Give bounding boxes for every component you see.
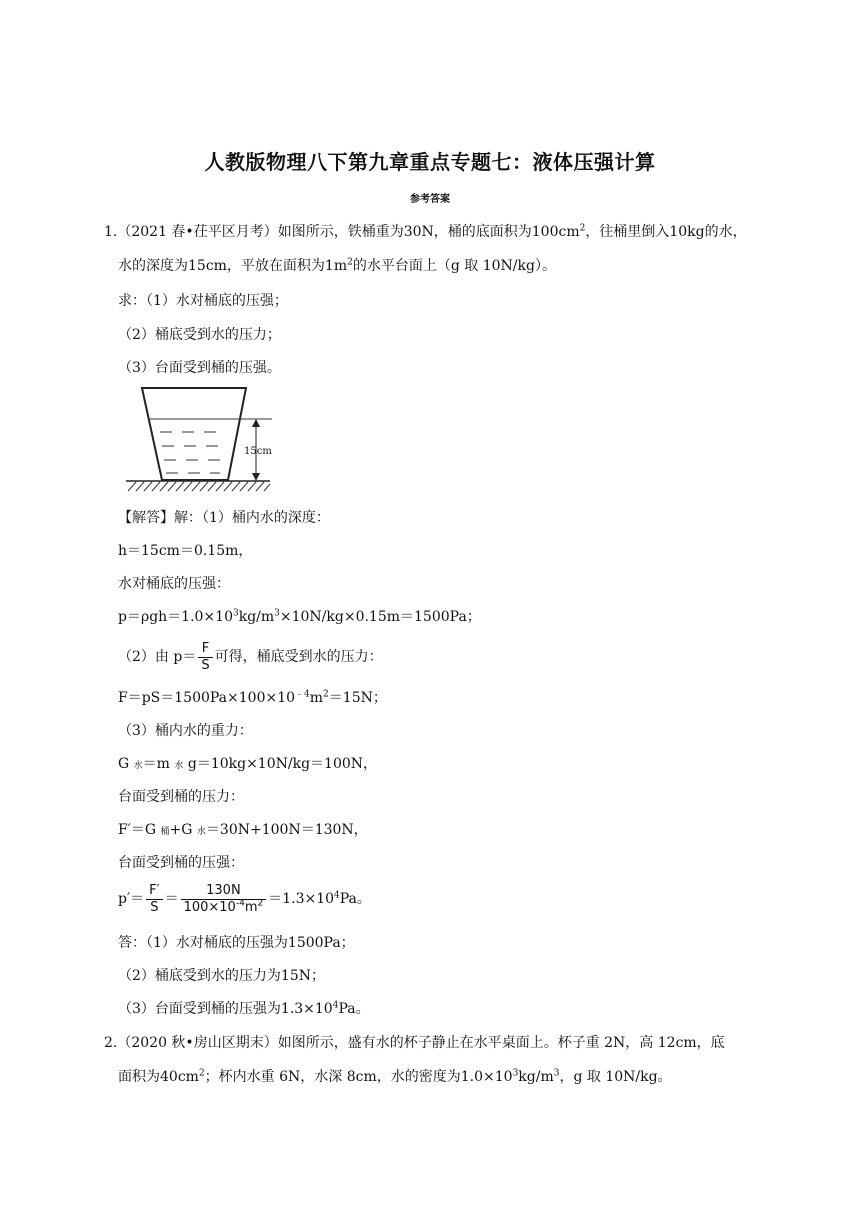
formula-text: F＝pS＝1500Pa×100×10 [118, 690, 296, 706]
fraction-fprime-over-s: $\frac{F'}{S}$ [146, 883, 162, 916]
q1-text: 的水平台面上（g 取 10N/kg）。 [352, 258, 556, 274]
superscript: 3 [512, 1068, 519, 1079]
subscript: 水 [174, 761, 184, 771]
solution-pressure-formula [118, 607, 481, 627]
subscript: 水 [196, 827, 206, 837]
formula-text: ＝1.3×10 [268, 891, 335, 907]
q2-text: ，g 取 10N/kg。 [559, 1069, 672, 1085]
solution-force-intro: 台面受到桶的压力： [118, 789, 244, 805]
q2-line-1: 2.（2020 秋•房山区期末）如图所示，盛有水的杯子静止在水平桌面上。杯子重 2N，高 12cm，底 [104, 1035, 725, 1051]
formula-text: g＝10kg×10N/kg＝100N， [183, 756, 378, 772]
superscript: 2 [198, 1068, 205, 1079]
page-subtitle: 参考答案 [410, 194, 450, 205]
bucket-figure [124, 384, 284, 496]
q2-text: ；杯内水重 6N，水深 8cm，水的密度为1.0×10 [204, 1069, 513, 1085]
formula-text: G [118, 756, 134, 772]
q1-text: ，往桶里倒入10kg的水， [585, 224, 747, 240]
q1-line-2 [118, 256, 556, 276]
formula-text: ＝ [164, 891, 179, 907]
page-title: 人教版物理八下第九章重点专题七：液体压强计算 [204, 150, 656, 174]
answer-text: （3）台面受到桶的压强为1.3×10 [118, 1001, 333, 1017]
q2-line-2 [118, 1067, 672, 1087]
fraction-130n: $\frac{130N}{100\times 10^{-4}m^2}$ [181, 883, 267, 916]
formula-text: ＝m [142, 756, 175, 772]
superscript: 3 [553, 1068, 560, 1079]
solution-force-formula [118, 688, 387, 708]
answer-1: 答：（1）水对桶底的压强为1500Pa； [118, 935, 355, 951]
q1-text: 水的深度为15cm，平放在面积为1m [118, 258, 348, 274]
formula-text: ＝15N； [328, 690, 387, 706]
answer-3 [118, 999, 370, 1019]
formula-text: p＝ρgh＝1.0×10 [118, 609, 233, 625]
solution-weight-formula [118, 754, 377, 776]
q1-ask-3: （3）台面受到桶的压强。 [118, 360, 281, 376]
q1-ask-2: （2）桶底受到水的压力； [118, 327, 281, 343]
superscript: 3 [232, 608, 239, 619]
solution-press-intro: 台面受到桶的压强： [118, 855, 244, 871]
formula-text: 可得，桶底受到水的压力： [214, 649, 383, 665]
answer-text: Pa。 [338, 1001, 370, 1017]
fraction-f-over-s: $\frac{F}{S}$ [198, 641, 212, 674]
answer-2: （2）桶底受到水的压力为15N； [118, 968, 325, 984]
solution-h: h＝15cm＝0.15m， [118, 543, 253, 559]
formula-text: ×10N/kg×0.15m＝1500Pa； [279, 609, 481, 625]
solution-pressure-intro: 水对桶底的压强： [118, 576, 230, 592]
q2-text: 面积为40cm [118, 1069, 199, 1085]
solution-total-force [118, 820, 368, 842]
formula-text: p′＝ [118, 891, 145, 907]
superscript: 3 [274, 608, 280, 619]
fraction-denominator: $100\times 10^{-4}m^2$ [183, 898, 264, 915]
formula-text: kg/m [238, 609, 275, 625]
formula-text: F′＝G [118, 822, 161, 838]
formula-text: +G [169, 822, 197, 838]
q1-ask-1: 求：（1）水对桶底的压强； [118, 293, 288, 309]
superscript: 2 [323, 689, 329, 700]
solution-final-pressure [118, 878, 371, 920]
formula-text: （2）由 p＝ [118, 649, 197, 665]
figure-depth-label: 15cm [244, 446, 272, 457]
superscript: 4 [334, 890, 340, 901]
formula-text: m [309, 690, 324, 706]
subscript: 桶 [160, 827, 170, 837]
formula-text: Pa。 [339, 891, 371, 907]
subscript: 水 [133, 761, 143, 771]
superscript: 2 [579, 223, 586, 234]
solution-title: 【解答】解：（1）桶内水的深度： [118, 510, 330, 526]
q1-line-1 [104, 222, 747, 242]
solution-part3-title: （3）桶内水的重力： [118, 723, 253, 739]
q1-text: 1.（2021 春•茌平区月考）如图所示，铁桶重为30N，桶的底面积为100cm [104, 224, 580, 240]
superscript: 4 [332, 1000, 339, 1011]
q2-text: kg/m [518, 1069, 554, 1085]
solution-part2 [118, 637, 383, 677]
superscript: ﹣4 [295, 689, 310, 700]
superscript: 2 [347, 257, 353, 268]
formula-text: ＝30N+100N＝130N， [205, 822, 368, 838]
